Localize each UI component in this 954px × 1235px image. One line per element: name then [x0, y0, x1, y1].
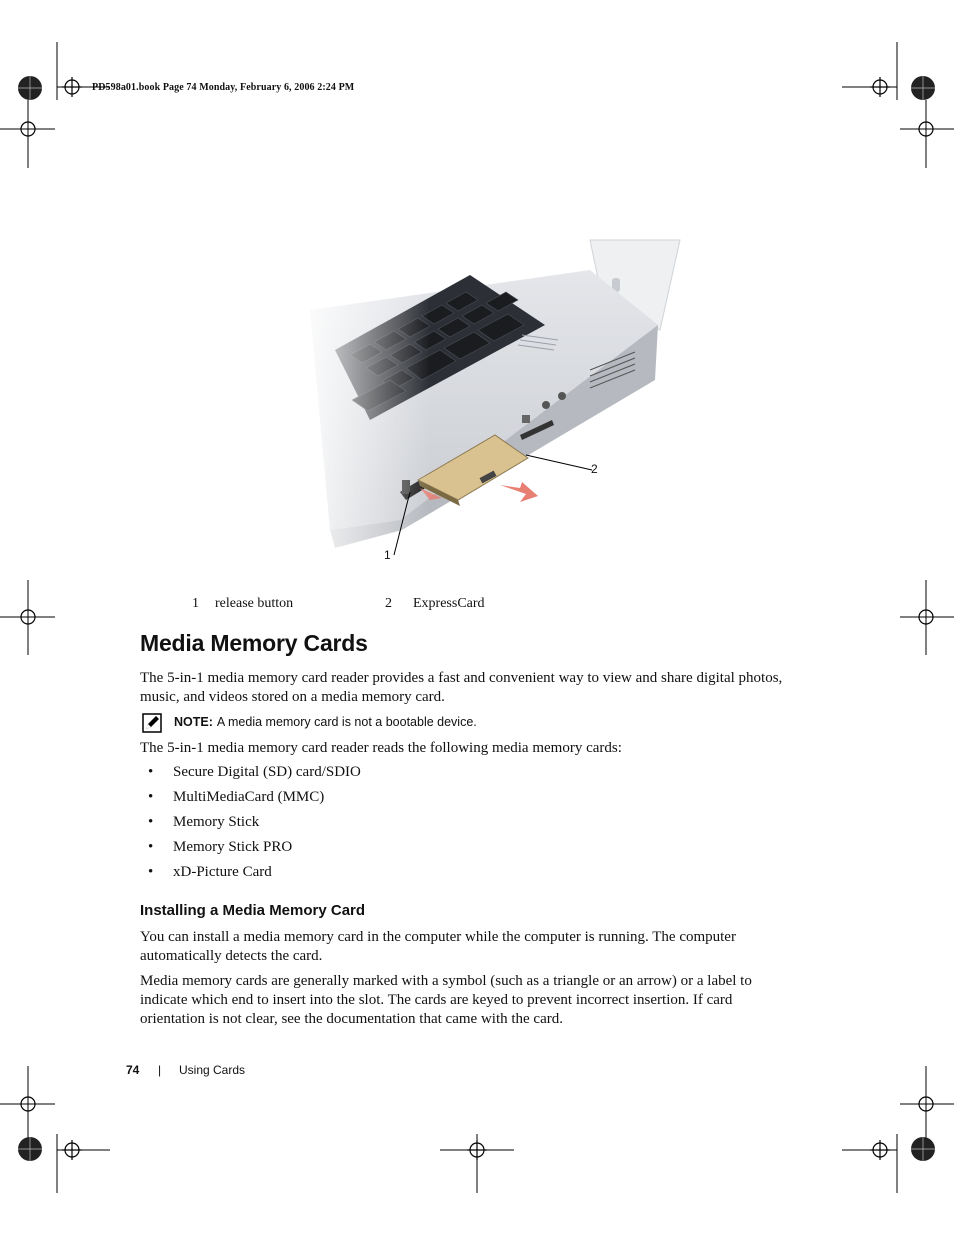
callout-1: 1: [384, 548, 391, 562]
note-label: NOTE:: [174, 715, 213, 729]
expresscard-illustration: [290, 230, 690, 570]
list-item: • Memory Stick: [148, 814, 260, 830]
list-item: • Secure Digital (SD) card/SDIO: [148, 764, 361, 780]
caption-num-2: 2: [385, 596, 392, 611]
subsection-title: Installing a Media Memory Card: [140, 902, 366, 919]
page-number: 74: [126, 1063, 140, 1077]
caption-label-2: ExpressCard: [413, 596, 485, 611]
footer-chapter: Using Cards: [179, 1063, 246, 1077]
note-text: A media memory card is not a bootable device.: [216, 715, 477, 729]
card-list: [148, 763, 361, 888]
list-intro: The 5-in-1 media memory card reader reads the following media memory cards:: [140, 740, 622, 756]
caption-label-1: release button: [215, 596, 294, 611]
install-paragraph-2: Media memory cards are generally marked with a symbol (such as a triangle or an arrow) or a label to indicate which end to insert into the slot. The cards are keyed to prevent incorrect insertion. If card orientation is not clear, see the documentation that came with the card.: [140, 973, 752, 1027]
list-item: • Memory Stick PRO: [148, 839, 293, 855]
list-item: • MultiMediaCard (MMC): [148, 789, 325, 805]
caption-num-1: 1: [192, 596, 199, 611]
callout-2: 2: [591, 462, 598, 476]
print-header: PD598a01.book Page 74 Monday, February 6, 2006 2:24 PM: [92, 82, 355, 93]
note: [174, 715, 477, 729]
list-item: • xD-Picture Card: [148, 864, 272, 880]
install-paragraph-1: You can install a media memory card in the computer while the computer is running. The computer automatically detects the card.: [140, 929, 736, 964]
intro-paragraph: The 5-in-1 media memory card reader provides a fast and convenient way to view and share digital photos, music, and videos stored on a media memory card.: [140, 670, 783, 705]
section-title: Media Memory Cards: [140, 630, 368, 656]
pencil-note-icon: [142, 713, 162, 733]
footer-separator: |: [158, 1063, 162, 1077]
